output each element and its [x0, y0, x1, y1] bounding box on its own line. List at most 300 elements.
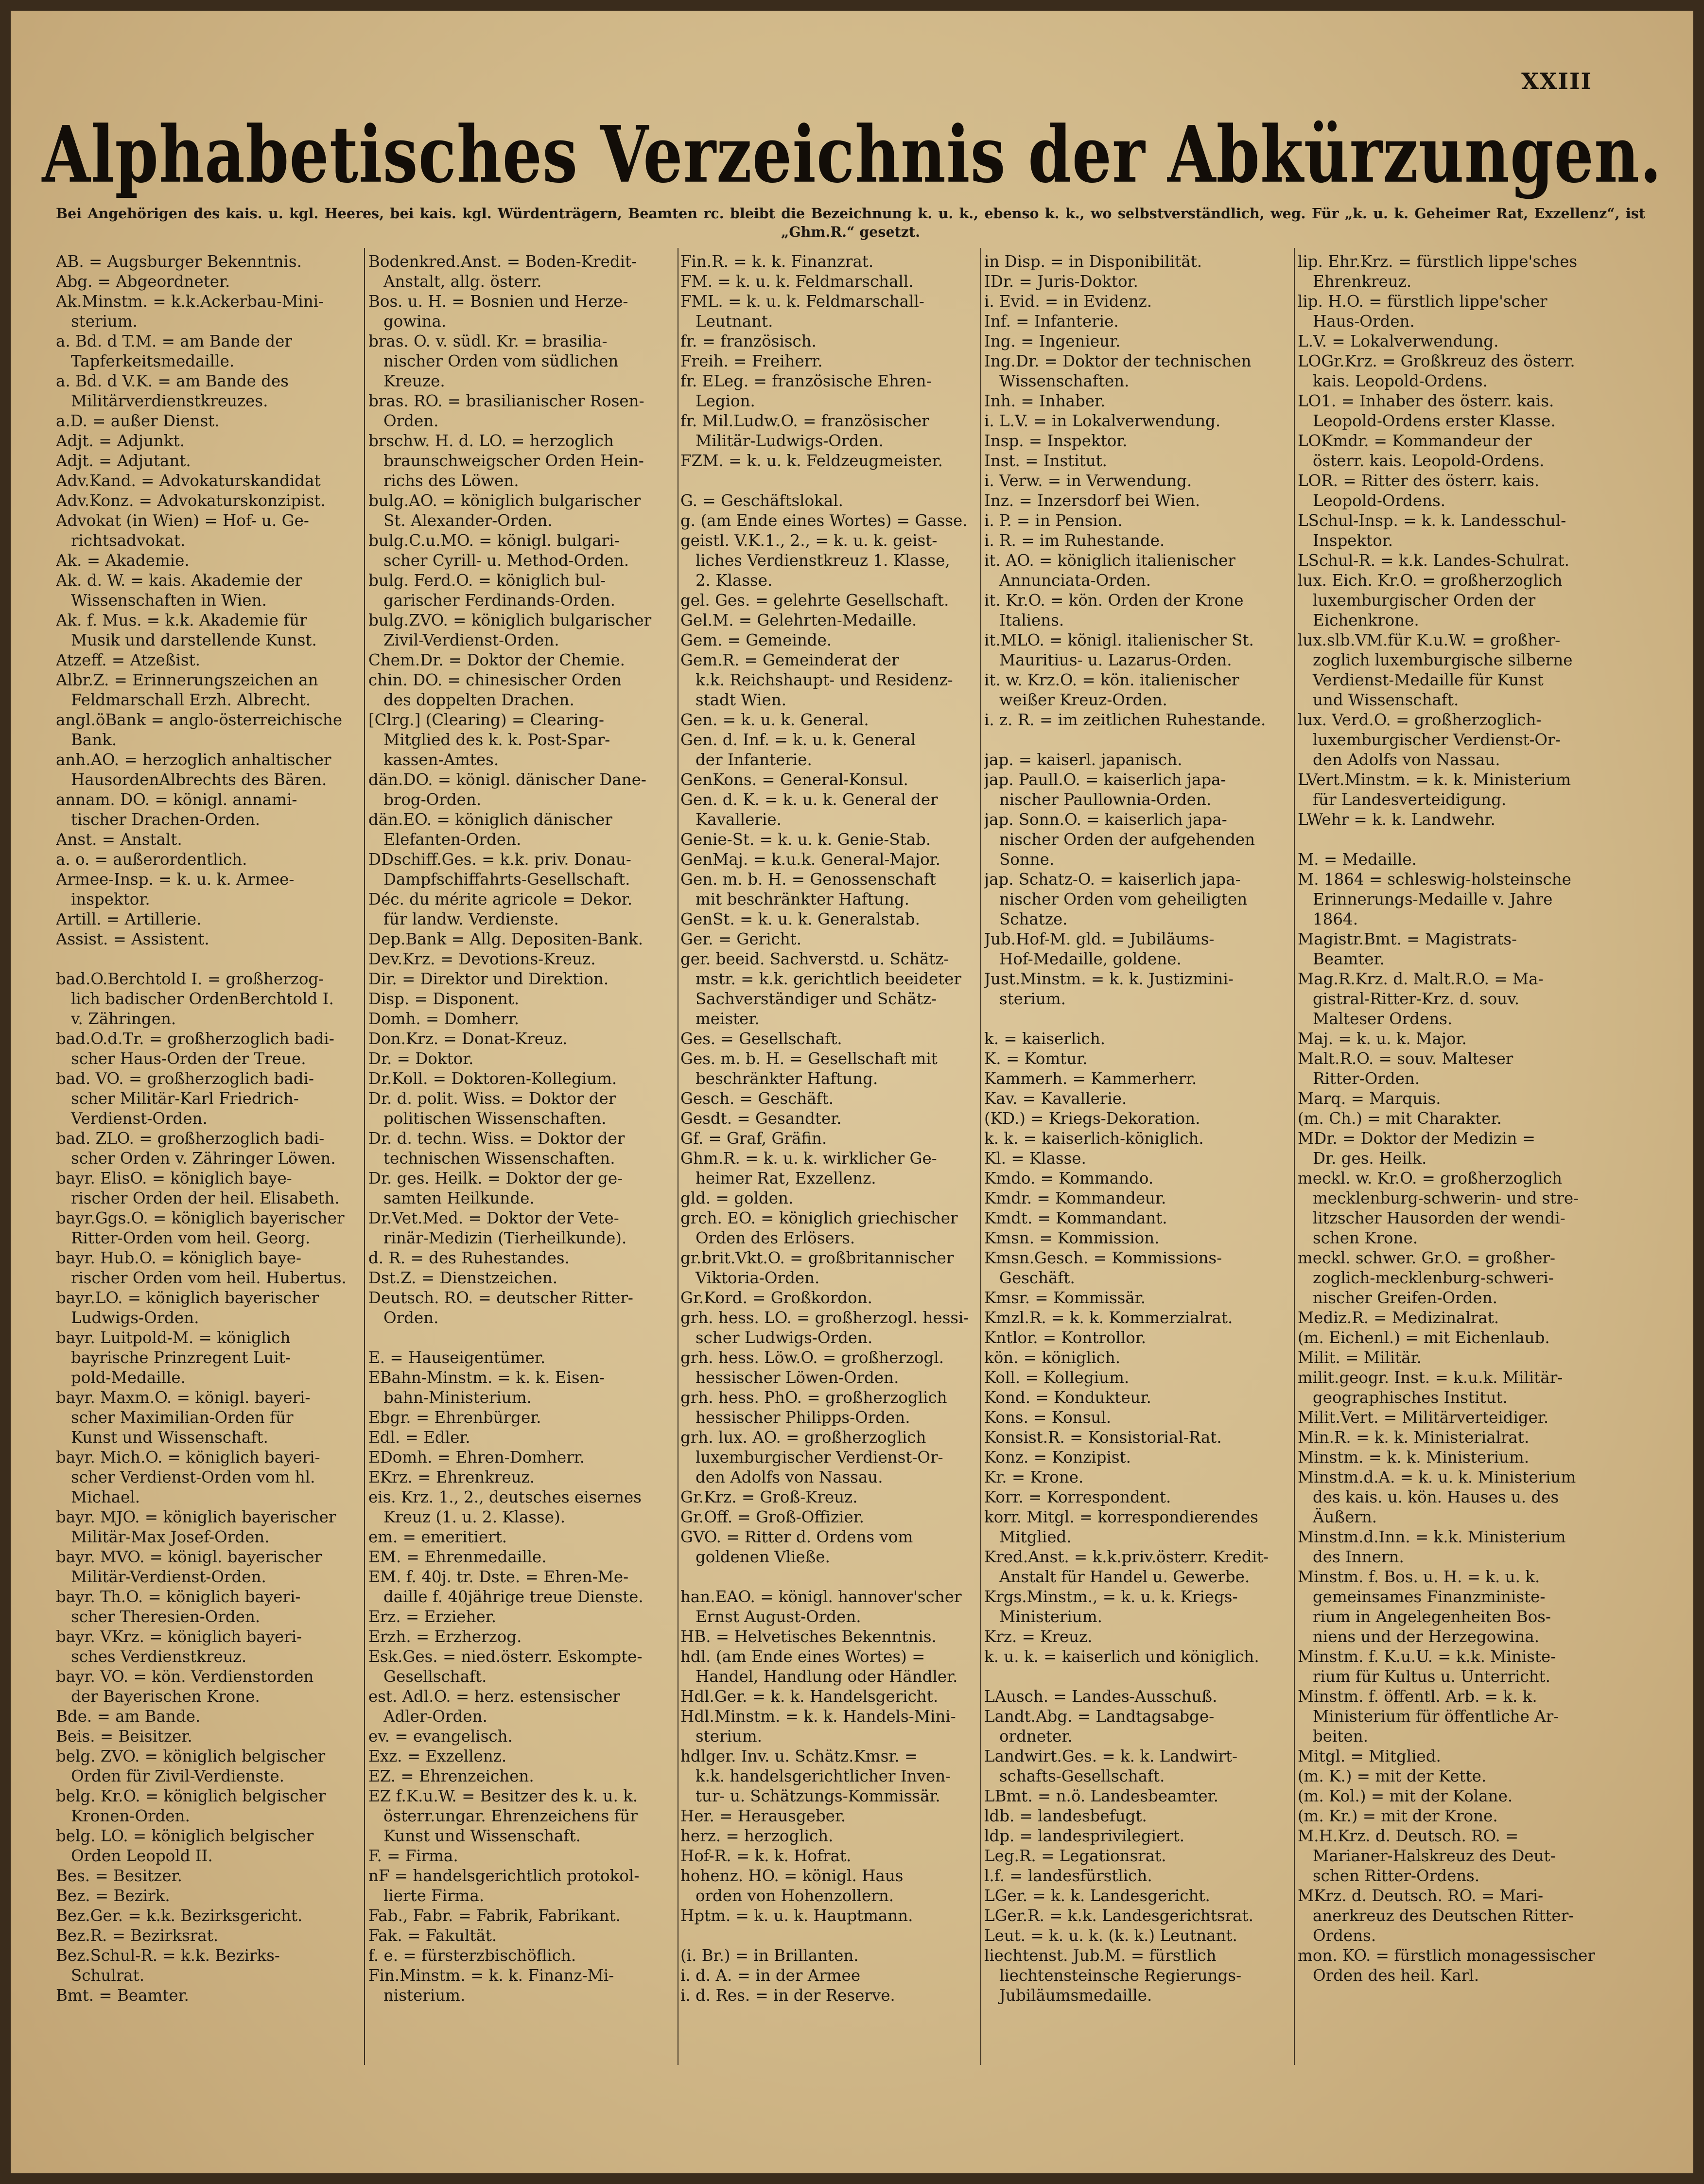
abbreviation-line: Korr. = Korrespondent. [984, 1488, 1171, 1506]
abbreviation-line: Kavallerie. [680, 810, 782, 829]
abbreviation-line: heimer Rat, Exzellenz. [680, 1169, 876, 1188]
abbreviation-line: fr. ELeg. = französische Ehren- [680, 372, 932, 390]
abbreviation-line: LSchul-R. = k.k. Landes-Schulrat. [1298, 551, 1569, 570]
abbreviation-line: i. d. A. = in der Armee [680, 1966, 861, 1985]
abbreviation-line: Ges. m. b. H. = Gesellschaft mit [680, 1049, 938, 1068]
abbreviation-line: Ges. = Gesellschaft. [680, 1030, 842, 1048]
abbreviation-line: Milit. = Militär. [1298, 1348, 1422, 1367]
abbreviation-line: (m. Ch.) = mit Charakter. [1298, 1109, 1502, 1128]
abbreviation-line: f. e. = fürsterzbischöflich. [368, 1946, 576, 1965]
abbreviation-line: Milit.Vert. = Militärverteidiger. [1298, 1408, 1549, 1427]
abbreviation-line: g. (am Ende eines Wortes) = Gasse. [680, 511, 968, 530]
abbreviation-line: richs des Löwen. [368, 472, 519, 490]
abbreviation-line: bayr. Th.O. = königlich bayeri- [56, 1588, 301, 1606]
abbreviation-line: Schulrat. [56, 1966, 145, 1985]
abbreviation-line: est. Adl.O. = herz. estensischer [368, 1687, 620, 1706]
abbreviation-line: Marianer-Halskreuz des Deut- [1298, 1847, 1556, 1865]
abbreviation-line [368, 1328, 675, 1348]
abbreviation-line: bayr. VO. = kön. Verdienstorden [56, 1667, 314, 1686]
abbreviation-line: Zivil-Verdienst-Orden. [368, 631, 559, 649]
abbreviation-line: i. Evid. = in Evidenz. [984, 292, 1152, 311]
abbreviation-line: k. u. k. = kaiserlich und königlich. [984, 1647, 1259, 1666]
abbreviation-line: Elefanten-Orden. [368, 830, 522, 849]
abbreviation-line: it. w. Krz.O. = kön. italienischer [984, 671, 1239, 689]
abbreviation-line: it.MLO. = königl. italienischer St. [984, 631, 1254, 649]
abbreviation-line: Minstm. f. öffentl. Arb. = k. k. [1298, 1687, 1537, 1706]
abbreviation-line: chin. DO. = chinesischer Orden [368, 671, 622, 689]
abbreviation-line: technischen Wissenschaften. [368, 1149, 615, 1168]
abbreviation-line [680, 471, 977, 491]
abbreviation-line: bayr. Hub.O. = königlich baye- [56, 1249, 301, 1267]
abbreviation-line: Esk.Ges. = nied.österr. Eskompte- [368, 1647, 643, 1666]
abbreviation-line: Dr. ges. Heilk. [1298, 1149, 1427, 1168]
abbreviation-line: Kmsn. = Kommission. [984, 1229, 1160, 1247]
abbreviation-line: Krgs.Minstm., = k. u. k. Kriegs- [984, 1588, 1238, 1606]
abbreviation-line: Anstalt, allg. österr. [368, 272, 542, 291]
abbreviation-line: geistl. V.K.1., 2., = k. u. k. geist- [680, 531, 938, 550]
abbreviation-line: Magistr.Bmt. = Magistrats- [1298, 930, 1517, 948]
abbreviation-line: Gr.Krz. = Groß-Kreuz. [680, 1488, 858, 1506]
abbreviation-line: Orden für Zivil-Verdienste. [56, 1767, 284, 1785]
abbreviation-line: Landwirt.Ges. = k. k. Landwirt- [984, 1747, 1238, 1765]
abbreviation-line: jap. Paull.O. = kaiserlich japa- [984, 770, 1226, 789]
abbreviation-line: Déc. du mérite agricole = Dekor. [368, 890, 633, 909]
abbreviation-line: Dr. = Doktor. [368, 1049, 474, 1068]
abbreviation-line: (m. Kol.) = mit der Kolane. [1298, 1787, 1513, 1805]
abbreviation-line: richtsadvokat. [56, 531, 186, 550]
abbreviation-line: 2. Klasse. [680, 571, 773, 590]
abbreviation-line: bras. RO. = brasilianischer Rosen- [368, 392, 644, 410]
abbreviation-line: fr. Mil.Ludw.O. = französischer [680, 412, 929, 430]
abbreviation-line: Gen. d. K. = k. u. k. General der [680, 790, 938, 809]
abbreviation-line: Hptm. = k. u. k. Hauptmann. [680, 1906, 913, 1925]
abbreviation-line: politischen Wissenschaften. [368, 1109, 607, 1128]
abbreviation-line: l.f. = landesfürstlich. [984, 1867, 1152, 1885]
abbreviation-line: Orden des Erlösers. [680, 1229, 855, 1247]
abbreviation-line: litzscher Hausorden der wendi- [1298, 1209, 1565, 1227]
abbreviation-line: em. = emeritiert. [368, 1528, 507, 1546]
abbreviation-line: Verdienst-Orden. [56, 1109, 208, 1128]
abbreviation-line: Armee-Insp. = k. u. k. Armee- [56, 870, 295, 889]
abbreviation-line: Anstalt für Handel u. Gewerbe. [984, 1568, 1250, 1586]
abbreviation-line: Jubiläumsmedaille. [984, 1986, 1152, 2005]
abbreviation-line: mon. KO. = fürstlich monagessischer [1298, 1946, 1595, 1965]
abbreviation-line: Bez. = Bezirk. [56, 1887, 170, 1905]
abbreviation-line: Bes. = Besitzer. [56, 1867, 182, 1885]
abbreviation-line: Kreuze. [368, 372, 445, 390]
abbreviation-line: Kronen-Orden. [56, 1807, 190, 1825]
abbreviation-line: Fin.Minstm. = k. k. Finanz-Mi- [368, 1966, 614, 1985]
abbreviation-line: scher Militär-Karl Friedrich- [56, 1089, 299, 1108]
abbreviation-line: Bodenkred.Anst. = Boden-Kredit- [368, 252, 637, 271]
abbreviation-line: Dev.Krz. = Devotions-Kreuz. [368, 950, 596, 968]
abbreviation-line: liches Verdienstkreuz 1. Klasse, [680, 551, 950, 570]
abbreviation-line: bulg.AO. = königlich bulgarischer [368, 491, 641, 510]
abbreviation-line: des kais. u. kön. Hauses u. des [1298, 1488, 1559, 1506]
abbreviation-line: k.k. handelsgerichtlicher Inven- [680, 1767, 951, 1785]
abbreviation-line: EM. f. 40j. tr. Dste. = Ehren-Me- [368, 1568, 629, 1586]
abbreviation-line: LWehr = k. k. Landwehr. [1298, 810, 1495, 829]
abbreviation-line: nF = handelsgerichtlich protokol- [368, 1867, 640, 1885]
abbreviation-line: Gen. m. b. H. = Genossenschaft [680, 870, 936, 889]
abbreviation-line: i. d. Res. = in der Reserve. [680, 1986, 895, 2005]
abbreviation-line: Minstm. f. Bos. u. H. = k. u. k. [1298, 1568, 1540, 1586]
abbreviation-line: Malteser Ordens. [1298, 1010, 1453, 1028]
abbreviation-line: sterium. [56, 312, 138, 331]
abbreviation-line: Ak. d. W. = kais. Akademie der [56, 571, 302, 590]
abbreviation-line: für landw. Verdienste. [368, 910, 559, 928]
abbreviation-line: des doppelten Drachen. [368, 691, 574, 709]
abbreviation-line: tur- u. Schätzungs-Kommissär. [680, 1787, 940, 1805]
abbreviation-line: Bez.Ger. = k.k. Bezirksgericht. [56, 1906, 303, 1925]
abbreviation-line: scher Orden v. Zähringer Löwen. [56, 1149, 336, 1168]
abbreviation-line: Mitglied. [984, 1528, 1072, 1546]
page-subtitle: Bei Angehörigen des kais. u. kgl. Heeres, bei kais. kgl. Würdenträgern, Beamten rc. bleibt die Bezeichnung k. u. k., ebenso k. k., wo selbstverständlich, weg. Für „k. u. k. Geheimer Rat, Exzellenz“, ist „Ghm.R.“ gesetzt. [56, 205, 1645, 240]
abbreviation-line: bulg. Ferd.O. = königlich bul- [368, 571, 606, 590]
abbreviation-line: Militär-Max Josef-Orden. [56, 1528, 270, 1546]
abbreviation-line: dän.EO. = königlich dänischer [368, 810, 612, 829]
abbreviation-line: belg. ZVO. = königlich belgischer [56, 1747, 326, 1765]
abbreviation-line: pold-Medaille. [56, 1368, 186, 1387]
abbreviation-line: (m. Eichenl.) = mit Eichenlaub. [1298, 1328, 1550, 1347]
abbreviation-line: stadt Wien. [680, 691, 787, 709]
abbreviation-line: mecklenburg-schwerin- und stre- [1298, 1189, 1579, 1207]
abbreviation-line: kais. Leopold-Ordens. [1298, 372, 1488, 390]
abbreviation-line: Inst. = Institut. [984, 452, 1108, 470]
abbreviation-line: HB. = Helvetisches Bekenntnis. [680, 1627, 937, 1646]
page-number: XXIII [1521, 68, 1592, 94]
abbreviation-line: Ritter-Orden. [1298, 1069, 1420, 1088]
abbreviation-line: Gem. = Gemeinde. [680, 631, 832, 649]
abbreviation-line: LOGr.Krz. = Großkreuz des österr. [1298, 352, 1575, 370]
abbreviation-line: meister. [680, 1010, 760, 1028]
abbreviation-line: Hdl.Minstm. = k. k. Handels-Mini- [680, 1707, 956, 1726]
abbreviation-line: Ghm.R. = k. u. k. wirklicher Ge- [680, 1149, 937, 1168]
abbreviation-line: Koll. = Kollegium. [984, 1368, 1130, 1387]
abbreviation-line: Kred.Anst. = k.k.priv.österr. Kredit- [984, 1548, 1269, 1566]
abbreviation-line: daille f. 40jährige treue Dienste. [368, 1588, 643, 1606]
abbreviation-line: Militär-Verdienst-Orden. [56, 1568, 266, 1586]
abbreviation-line: (m. K.) = mit der Kette. [1298, 1767, 1487, 1785]
abbreviation-line: it. AO. = königlich italienischer [984, 551, 1235, 570]
abbreviation-line: Inspektor. [1298, 531, 1393, 550]
abbreviation-line: Kunst und Wissenschaft. [368, 1827, 581, 1845]
abbreviation-line: Gf. = Graf, Gräfin. [680, 1129, 827, 1148]
abbreviation-line: Kmsn.Gesch. = Kommissions- [984, 1249, 1222, 1267]
abbreviation-line: Ordens. [1298, 1926, 1376, 1945]
abbreviation-line: bad.O.Berchtold I. = großherzog- [56, 970, 324, 988]
abbreviation-line: EDomh. = Ehren-Domherr. [368, 1448, 585, 1467]
abbreviation-line: Leopold-Ordens. [1298, 491, 1446, 510]
abbreviation-line: Konz. = Konzipist. [984, 1448, 1131, 1467]
abbreviation-line: luxemburgischer Orden der [1298, 591, 1536, 610]
abbreviation-line: angl.öBank = anglo-österreichische [56, 711, 343, 729]
abbreviation-line: Annunciata-Orden. [984, 571, 1151, 590]
abbreviation-line: Ministerium für öffentliche Ar- [1298, 1707, 1559, 1726]
abbreviation-line: Fab., Fabr. = Fabrik, Fabrikant. [368, 1906, 621, 1925]
abbreviation-line: liechtensteinsche Regierungs- [984, 1966, 1242, 1985]
abbreviation-line: lux. Verd.O. = großherzoglich- [1298, 711, 1542, 729]
abbreviation-line: Kreuz (1. u. 2. Klasse). [368, 1508, 566, 1526]
abbreviation-line: ldp. = landesprivilegiert. [984, 1827, 1185, 1845]
abbreviation-line: Minstm. f. K.u.U. = k.k. Ministe- [1298, 1647, 1556, 1666]
abbreviation-line: eis. Krz. 1., 2., deutsches eisernes [368, 1488, 642, 1506]
abbreviation-line: Adv.Konz. = Advokaturskonzipist. [56, 491, 326, 510]
abbreviation-line: scher Cyrill- u. Method-Orden. [368, 551, 629, 570]
abbreviation-line: Kammerh. = Kammerherr. [984, 1069, 1197, 1088]
abbreviation-line: Abg. = Abgeordneter. [56, 272, 230, 291]
abbreviation-line: hdl. (am Ende eines Wortes) = [680, 1647, 925, 1666]
abbreviation-line: in Disp. = in Disponibilität. [984, 252, 1202, 271]
abbreviation-line: Eichenkrone. [1298, 611, 1419, 629]
abbreviation-line: GenSt. = k. u. k. Generalstab. [680, 910, 920, 928]
abbreviation-line: annam. DO. = königl. annami- [56, 790, 297, 809]
abbreviation-line: grh. hess. Löw.O. = großherzogl. [680, 1348, 944, 1367]
abbreviation-line: LSchul-Insp. = k. k. Landesschul- [1298, 511, 1566, 530]
abbreviation-line: Dr.Koll. = Doktoren-Kollegium. [368, 1069, 617, 1088]
abbreviation-line: Hdl.Ger. = k. k. Handelsgericht. [680, 1687, 939, 1706]
abbreviation-line: G. = Geschäftslokal. [680, 491, 843, 510]
abbreviation-line: Edl. = Edler. [368, 1428, 470, 1447]
abbreviation-line: HausordenAlbrechts des Bären. [56, 770, 327, 789]
abbreviation-line: Kntlor. = Kontrollor. [984, 1328, 1147, 1347]
abbreviation-line: Leopold-Ordens erster Klasse. [1298, 412, 1556, 430]
abbreviation-line: schen Krone. [1298, 1229, 1418, 1247]
abbreviation-line: bayr. ElisO. = königlich baye- [56, 1169, 292, 1188]
abbreviation-line: LOKmdr. = Kommandeur der [1298, 432, 1532, 450]
abbreviation-line: DDschiff.Ges. = k.k. priv. Donau- [368, 850, 631, 869]
column-divider [1294, 248, 1295, 2065]
abbreviation-line: Orden Leopold II. [56, 1847, 213, 1865]
abbreviation-line: sterium. [984, 990, 1066, 1008]
abbreviation-line: meckl. schwer. Gr.O. = großher- [1298, 1249, 1556, 1267]
abbreviation-line: Haus-Orden. [1298, 312, 1415, 331]
abbreviation-line: Kond. = Kondukteur. [984, 1388, 1151, 1407]
abbreviation-line: Marq. = Marquis. [1298, 1089, 1441, 1108]
abbreviation-line: Sachverständiger und Schätz- [680, 990, 937, 1008]
abbreviation-line: Militär-Ludwigs-Orden. [680, 432, 884, 450]
abbreviation-line: tischer Drachen-Orden. [56, 810, 261, 829]
abbreviation-line: bad.O.d.Tr. = großherzoglich badi- [56, 1030, 334, 1048]
abbreviation-line: bayr. Luitpold-M. = königlich [56, 1328, 291, 1347]
abbreviation-line: Ing. = Ingenieur. [984, 332, 1121, 350]
abbreviation-line [984, 1667, 1290, 1687]
abbreviation-line: Kmzl.R. = k. k. Kommerzialrat. [984, 1309, 1233, 1327]
abbreviation-line: Handel, Handlung oder Händler. [680, 1667, 958, 1686]
abbreviation-line: Erinnerungs-Medaille v. Jahre [1298, 890, 1553, 909]
abbreviation-line: bayr.LO. = königlich bayerischer [56, 1289, 319, 1307]
abbreviation-line [984, 730, 1290, 750]
abbreviation-line: Adler-Orden. [368, 1707, 487, 1726]
abbreviation-line: Leutnant. [680, 312, 773, 331]
page-title: Alphabetisches Verzeichnis der Abkürzungen. [42, 109, 1662, 201]
abbreviation-line: Hof-R. = k. k. Hofrat. [680, 1847, 852, 1865]
abbreviation-line: Ehrenkreuz. [1298, 272, 1412, 291]
abbreviation-line: Ebgr. = Ehrenbürger. [368, 1408, 541, 1427]
abbreviation-line: jap. Schatz-O. = kaiserlich japa- [984, 870, 1241, 889]
abbreviation-line: Just.Minstm. = k. k. Justizmini- [984, 970, 1234, 988]
abbreviation-line: Orden. [368, 412, 439, 430]
abbreviation-line: Ludwigs-Orden. [56, 1309, 199, 1327]
abbreviation-column-3 [680, 252, 977, 2065]
abbreviation-line: Albr.Z. = Erinnerungszeichen an [56, 671, 318, 689]
abbreviation-line: it. Kr.O. = kön. Orden der Krone [984, 591, 1244, 610]
abbreviation-line: d. R. = des Ruhestandes. [368, 1249, 570, 1267]
abbreviation-line: rischer Orden vom heil. Hubertus. [56, 1269, 347, 1287]
abbreviation-line: belg. Kr.O. = königlich belgischer [56, 1787, 326, 1805]
abbreviation-line: EZ. = Ehrenzeichen. [368, 1767, 534, 1785]
abbreviation-line: Geschäft. [984, 1269, 1075, 1287]
abbreviation-line: nisterium. [368, 1986, 466, 2005]
abbreviation-line: LGer.R. = k.k. Landesgerichtsrat. [984, 1906, 1253, 1925]
abbreviation-line: 1864. [1298, 910, 1358, 928]
abbreviation-line: korr. Mitgl. = korrespondierendes [984, 1508, 1258, 1526]
abbreviation-line: scher Haus-Orden der Treue. [56, 1049, 306, 1068]
abbreviation-line: Beis. = Beisitzer. [56, 1727, 192, 1746]
abbreviation-line: kön. = königlich. [984, 1348, 1121, 1367]
abbreviation-line: ordneter. [984, 1727, 1073, 1746]
abbreviation-line: Mag.R.Krz. d. Malt.R.O. = Ma- [1298, 970, 1544, 988]
abbreviation-line: jap. Sonn.O. = kaiserlich japa- [984, 810, 1227, 829]
abbreviation-line: EKrz. = Ehrenkreuz. [368, 1468, 535, 1486]
abbreviation-line: belg. LO. = königlich belgischer [56, 1827, 314, 1845]
abbreviation-line: k. k. = kaiserlich-königlich. [984, 1129, 1204, 1148]
abbreviation-line: mstr. = k.k. gerichtlich beeideter [680, 970, 962, 988]
abbreviation-line: IDr. = Juris-Doktor. [984, 272, 1138, 291]
abbreviation-line: Orden des heil. Karl. [1298, 1966, 1479, 1985]
abbreviation-line: Gen. = k. u. k. General. [680, 711, 869, 729]
abbreviation-line: Ministerium. [984, 1607, 1102, 1626]
abbreviation-line: K. = Komtur. [984, 1049, 1088, 1068]
abbreviation-line: Jub.Hof-M. gld. = Jubiläums- [984, 930, 1215, 948]
abbreviation-line: der Infanterie. [680, 751, 812, 769]
abbreviation-line: Beamter. [1298, 950, 1385, 968]
abbreviation-line: sches Verdienstkreuz. [56, 1647, 247, 1666]
abbreviation-line: Leut. = k. u. k. (k. k.) Leutnant. [984, 1926, 1237, 1945]
abbreviation-line: milit.geogr. Inst. = k.u.k. Militär- [1298, 1368, 1563, 1387]
abbreviation-line: gistral-Ritter-Krz. d. souv. [1298, 990, 1520, 1008]
abbreviation-line: lich badischer OrdenBerchtold I. [56, 990, 334, 1008]
abbreviation-line: Genie-St. = k. u. k. Genie-Stab. [680, 830, 931, 849]
abbreviation-line: liechtenst. Jub.M. = fürstlich [984, 1946, 1217, 1965]
abbreviation-line: bayr. VKrz. = königlich bayeri- [56, 1627, 302, 1646]
abbreviation-line: LOR. = Ritter des österr. kais. [1298, 472, 1540, 490]
abbreviation-line: schen Ritter-Ordens. [1298, 1867, 1480, 1885]
column-divider [980, 248, 981, 2065]
abbreviation-line: scher Theresien-Orden. [56, 1607, 261, 1626]
abbreviation-line: EM. = Ehrenmedaille. [368, 1548, 547, 1566]
abbreviation-line: Artill. = Artillerie. [56, 910, 202, 928]
abbreviation-line: fr. = französisch. [680, 332, 817, 350]
abbreviation-line: AB. = Augsburger Bekenntnis. [56, 252, 302, 271]
abbreviation-line: Inh. = Inhaber. [984, 392, 1106, 410]
abbreviation-line: bayr. Maxm.O. = königl. bayeri- [56, 1388, 311, 1407]
abbreviation-line: hdlger. Inv. u. Schätz.Kmsr. = [680, 1747, 918, 1765]
abbreviation-column-1 [56, 252, 360, 2065]
abbreviation-line: GVO. = Ritter d. Ordens vom [680, 1528, 913, 1546]
abbreviation-line: Malt.R.O. = souv. Malteser [1298, 1049, 1513, 1068]
abbreviation-line: nischer Orden vom südlichen [368, 352, 619, 370]
abbreviation-line: Assist. = Assistent. [56, 930, 209, 948]
abbreviation-line: i. R. = im Ruhestande. [984, 531, 1165, 550]
abbreviation-line: bulg.C.u.MO. = königl. bulgari- [368, 531, 620, 550]
abbreviation-line: Fak. = Fakultät. [368, 1926, 497, 1945]
abbreviation-line: nischer Orden vom geheiligten [984, 890, 1248, 909]
abbreviation-line: (KD.) = Kriegs-Dekoration. [984, 1109, 1200, 1128]
abbreviation-line: Don.Krz. = Donat-Kreuz. [368, 1030, 568, 1048]
abbreviation-line: Adjt. = Adjutant. [56, 452, 191, 470]
abbreviation-line: nischer Greifen-Orden. [1298, 1289, 1498, 1307]
abbreviation-line: Leg.R. = Legationsrat. [984, 1847, 1166, 1865]
abbreviation-line: Gr.Kord. = Großkordon. [680, 1289, 872, 1307]
abbreviation-line: Adjt. = Adjunkt. [56, 432, 185, 450]
abbreviation-line: rinär-Medizin (Tierheilkunde). [368, 1229, 627, 1247]
abbreviation-line: FM. = k. u. k. Feldmarschall. [680, 272, 914, 291]
abbreviation-line: Ak.Minstm. = k.k.Ackerbau-Mini- [56, 292, 324, 311]
abbreviation-line: Dr. ges. Heilk. = Doktor der ge- [368, 1169, 623, 1188]
abbreviation-line: v. Zähringen. [56, 1010, 176, 1028]
abbreviation-column-2 [368, 252, 675, 2065]
abbreviation-line: bahn-Ministerium. [368, 1388, 532, 1407]
abbreviation-line: luxemburgischer Verdienst-Or- [680, 1448, 943, 1467]
abbreviation-line: EBahn-Minstm. = k. k. Eisen- [368, 1368, 605, 1387]
abbreviation-line: scher Maximilian-Orden für [56, 1408, 294, 1427]
abbreviation-line: Deutsch. RO. = deutscher Ritter- [368, 1289, 633, 1307]
abbreviation-line: Kav. = Kavallerie. [984, 1089, 1127, 1108]
abbreviation-line: Atzeff. = Atzeßist. [56, 651, 200, 669]
abbreviation-line: Chem.Dr. = Doktor der Chemie. [368, 651, 625, 669]
abbreviation-line: M. = Medaille. [1298, 850, 1417, 869]
abbreviation-line: meckl. w. Kr.O. = großherzoglich [1298, 1169, 1562, 1188]
abbreviation-line: GenKons. = General-Konsul. [680, 770, 908, 789]
abbreviation-line: Ak. f. Mus. = k.k. Akademie für [56, 611, 307, 629]
abbreviation-line: Maj. = k. u. k. Major. [1298, 1030, 1467, 1048]
abbreviation-line: ger. beeid. Sachverstd. u. Schätz- [680, 950, 949, 968]
abbreviation-line: Mitglied des k. k. Post-Spar- [368, 731, 610, 749]
abbreviation-line: Bos. u. H. = Bosnien und Herze- [368, 292, 628, 311]
abbreviation-line: Kmsr. = Kommissär. [984, 1289, 1146, 1307]
abbreviation-line: jap. = kaiserl. japanisch. [984, 751, 1182, 769]
abbreviation-line: GenMaj. = k.u.k. General-Major. [680, 850, 940, 869]
abbreviation-line: Bde. = am Bande. [56, 1707, 201, 1726]
abbreviation-line: Ak. = Akademie. [56, 551, 190, 570]
abbreviation-line: Gesdt. = Gesandter. [680, 1109, 842, 1128]
abbreviation-line: M. 1864 = schleswig-holsteinsche [1298, 870, 1571, 889]
abbreviation-line: Dst.Z. = Dienstzeichen. [368, 1269, 558, 1287]
abbreviation-line: a. o. = außerordentlich. [56, 850, 247, 869]
abbreviation-line: Dep.Bank = Allg. Depositen-Bank. [368, 930, 643, 948]
abbreviation-line: Konsist.R. = Konsistorial-Rat. [984, 1428, 1222, 1447]
abbreviation-line: anh.AO. = herzoglich anhaltischer [56, 751, 331, 769]
abbreviation-line: a. Bd. d T.M. = am Bande der [56, 332, 292, 350]
abbreviation-line: [Clrg.] (Clearing) = Clearing- [368, 711, 604, 729]
abbreviation-line: MKrz. d. Deutsch. RO. = Mari- [1298, 1887, 1544, 1905]
abbreviation-line: mit beschränkter Haftung. [680, 890, 909, 909]
abbreviation-line: Inf. = Infanterie. [984, 312, 1119, 331]
abbreviation-line: Ing.Dr. = Doktor der technischen [984, 352, 1252, 370]
abbreviation-line: bras. O. v. südl. Kr. = brasilia- [368, 332, 608, 350]
abbreviation-line: hessischer Löwen-Orden. [680, 1368, 899, 1387]
abbreviation-line: Ger. = Gericht. [680, 930, 802, 948]
abbreviation-line: Tapferkeitsmedaille. [56, 352, 235, 370]
abbreviation-line: Sonne. [984, 850, 1055, 869]
abbreviation-line: (i. Br.) = in Brillanten. [680, 1946, 859, 1965]
abbreviation-line: weißer Kreuz-Orden. [984, 691, 1167, 709]
abbreviation-line: Domh. = Domherr. [368, 1010, 520, 1028]
abbreviation-line [56, 949, 360, 969]
abbreviation-line: Wissenschaften in Wien. [56, 591, 267, 610]
abbreviation-line: Kmdo. = Kommando. [984, 1169, 1154, 1188]
